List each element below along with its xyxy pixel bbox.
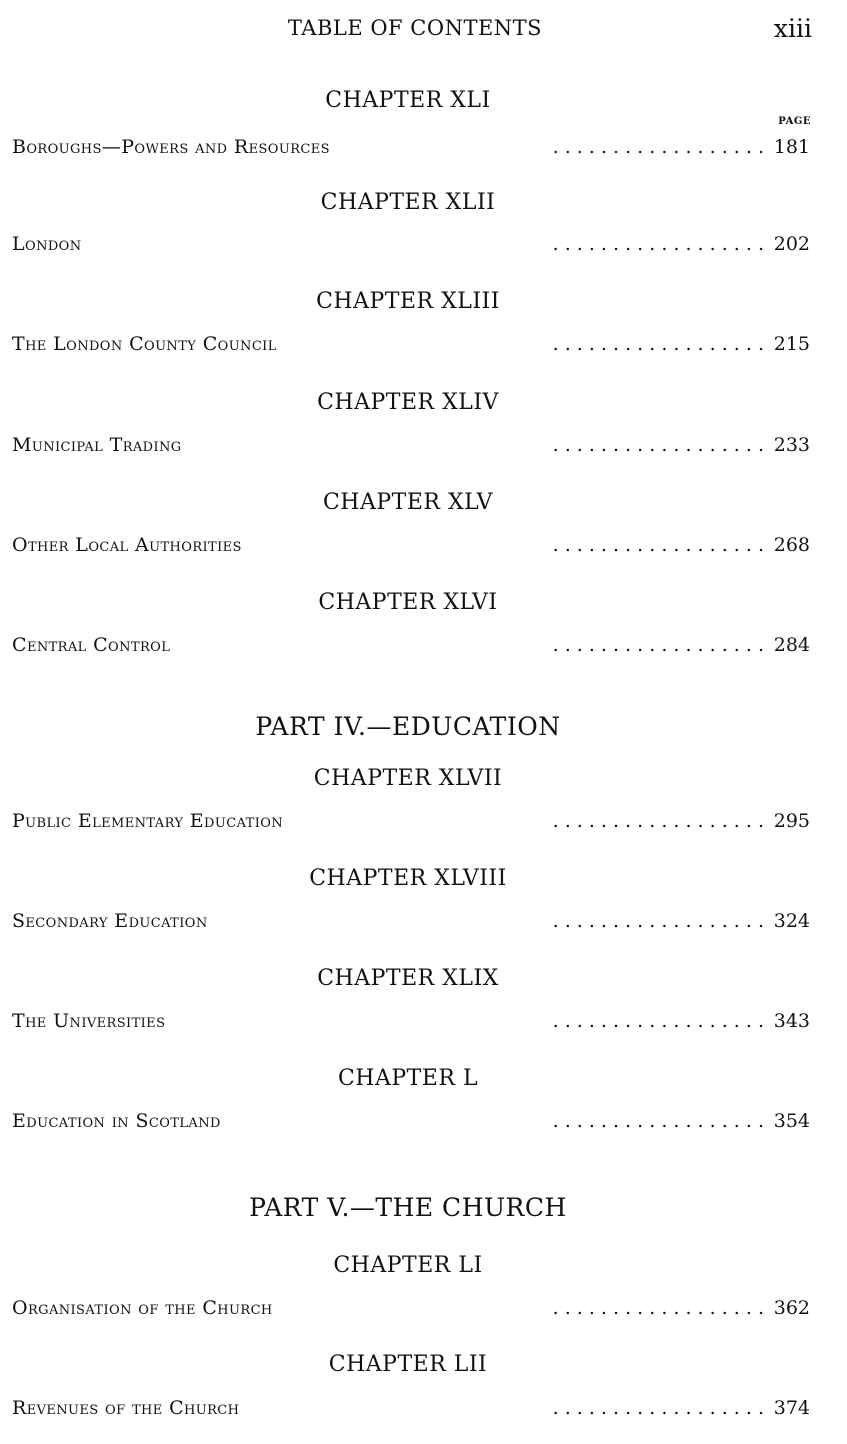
toc-entry[interactable] bbox=[12, 1395, 810, 1421]
running-title: TABLE OF CONTENTS bbox=[287, 16, 543, 40]
toc-entry[interactable] bbox=[12, 331, 810, 357]
chapter-heading: CHAPTER LI bbox=[333, 1253, 483, 1278]
chapter-heading: CHAPTER XLVIII bbox=[309, 866, 507, 891]
toc-entry[interactable] bbox=[12, 1108, 810, 1134]
dot-leader: . . . . . . . . . . . . . . . . . . bbox=[552, 1397, 764, 1419]
toc-entry-title: Other Local Authorities bbox=[12, 532, 248, 558]
toc-entry-page: 181 bbox=[768, 134, 810, 160]
toc-entry-title: Boroughs—Powers and Resources bbox=[12, 134, 336, 160]
toc-entry[interactable] bbox=[12, 231, 810, 257]
toc-entry-page: 284 bbox=[768, 632, 810, 658]
toc-entry-title: Revenues of the Church bbox=[12, 1395, 245, 1421]
dot-leader: . . . . . . . . . . . . . . . . . . bbox=[552, 534, 764, 556]
toc-entry-title: Education in Scotland bbox=[12, 1108, 227, 1134]
toc-entry-title: Organisation of the Church bbox=[12, 1295, 279, 1321]
dot-leader: . . . . . . . . . . . . . . . . . . bbox=[552, 233, 764, 255]
toc-entry[interactable] bbox=[12, 808, 810, 834]
toc-entry-title: Public Elementary Education bbox=[12, 808, 289, 834]
chapter-heading: CHAPTER XLVII bbox=[313, 766, 503, 791]
toc-entry-page: 202 bbox=[768, 231, 810, 257]
toc-entry-title: The London County Council bbox=[12, 331, 283, 357]
dot-leader: . . . . . . . . . . . . . . . . . . bbox=[552, 333, 764, 355]
chapter-heading: CHAPTER XLII bbox=[320, 190, 496, 215]
page-column-label: PAGE bbox=[778, 116, 811, 127]
toc-entry-title: London bbox=[12, 231, 88, 257]
part-heading: PART V.—THE CHURCH bbox=[249, 1193, 567, 1222]
toc-entry[interactable] bbox=[12, 432, 810, 458]
toc-entry-page: 374 bbox=[768, 1395, 810, 1421]
dot-leader: . . . . . . . . . . . . . . . . . . bbox=[552, 810, 764, 832]
toc-entry[interactable] bbox=[12, 632, 810, 658]
toc-entry-title: Central Control bbox=[12, 632, 176, 658]
chapter-heading: CHAPTER L bbox=[337, 1066, 479, 1091]
running-head bbox=[0, 16, 847, 46]
dot-leader: . . . . . . . . . . . . . . . . . . bbox=[552, 910, 764, 932]
toc-entry-page: 295 bbox=[768, 808, 810, 834]
chapter-heading: CHAPTER XLVI bbox=[318, 590, 498, 615]
toc-entry-page: 354 bbox=[768, 1108, 810, 1134]
toc-entry-title: The Universities bbox=[12, 1008, 171, 1034]
toc-entry-title: Secondary Education bbox=[12, 908, 214, 934]
dot-leader: . . . . . . . . . . . . . . . . . . bbox=[552, 634, 764, 656]
toc-entry[interactable] bbox=[12, 1295, 810, 1321]
toc-entry-page: 362 bbox=[768, 1295, 810, 1321]
chapter-heading: CHAPTER XLI bbox=[325, 88, 491, 113]
toc-entry-page: 268 bbox=[768, 532, 810, 558]
chapter-heading: CHAPTER XLIV bbox=[317, 390, 499, 415]
chapter-heading: CHAPTER XLV bbox=[322, 490, 494, 515]
chapter-heading: CHAPTER XLIX bbox=[317, 966, 499, 991]
part-heading: PART IV.—EDUCATION bbox=[255, 712, 561, 741]
toc-entry[interactable] bbox=[12, 134, 810, 160]
chapter-heading: CHAPTER XLIII bbox=[316, 289, 500, 314]
dot-leader: . . . . . . . . . . . . . . . . . . bbox=[552, 1110, 764, 1132]
toc-entry[interactable] bbox=[12, 1008, 810, 1034]
dot-leader: . . . . . . . . . . . . . . . . . . bbox=[552, 136, 764, 158]
page-number: xiii bbox=[773, 14, 812, 43]
dot-leader: . . . . . . . . . . . . . . . . . . bbox=[552, 434, 764, 456]
toc-entry-page: 343 bbox=[768, 1008, 810, 1034]
toc-entry-title: Municipal Trading bbox=[12, 432, 188, 458]
toc-entry-page: 233 bbox=[768, 432, 810, 458]
toc-entry[interactable] bbox=[12, 908, 810, 934]
chapter-heading: CHAPTER LII bbox=[328, 1352, 488, 1377]
toc-entry-page: 215 bbox=[768, 331, 810, 357]
toc-entry[interactable] bbox=[12, 532, 810, 558]
dot-leader: . . . . . . . . . . . . . . . . . . bbox=[552, 1297, 764, 1319]
toc-entry-page: 324 bbox=[768, 908, 810, 934]
dot-leader: . . . . . . . . . . . . . . . . . . bbox=[552, 1010, 764, 1032]
